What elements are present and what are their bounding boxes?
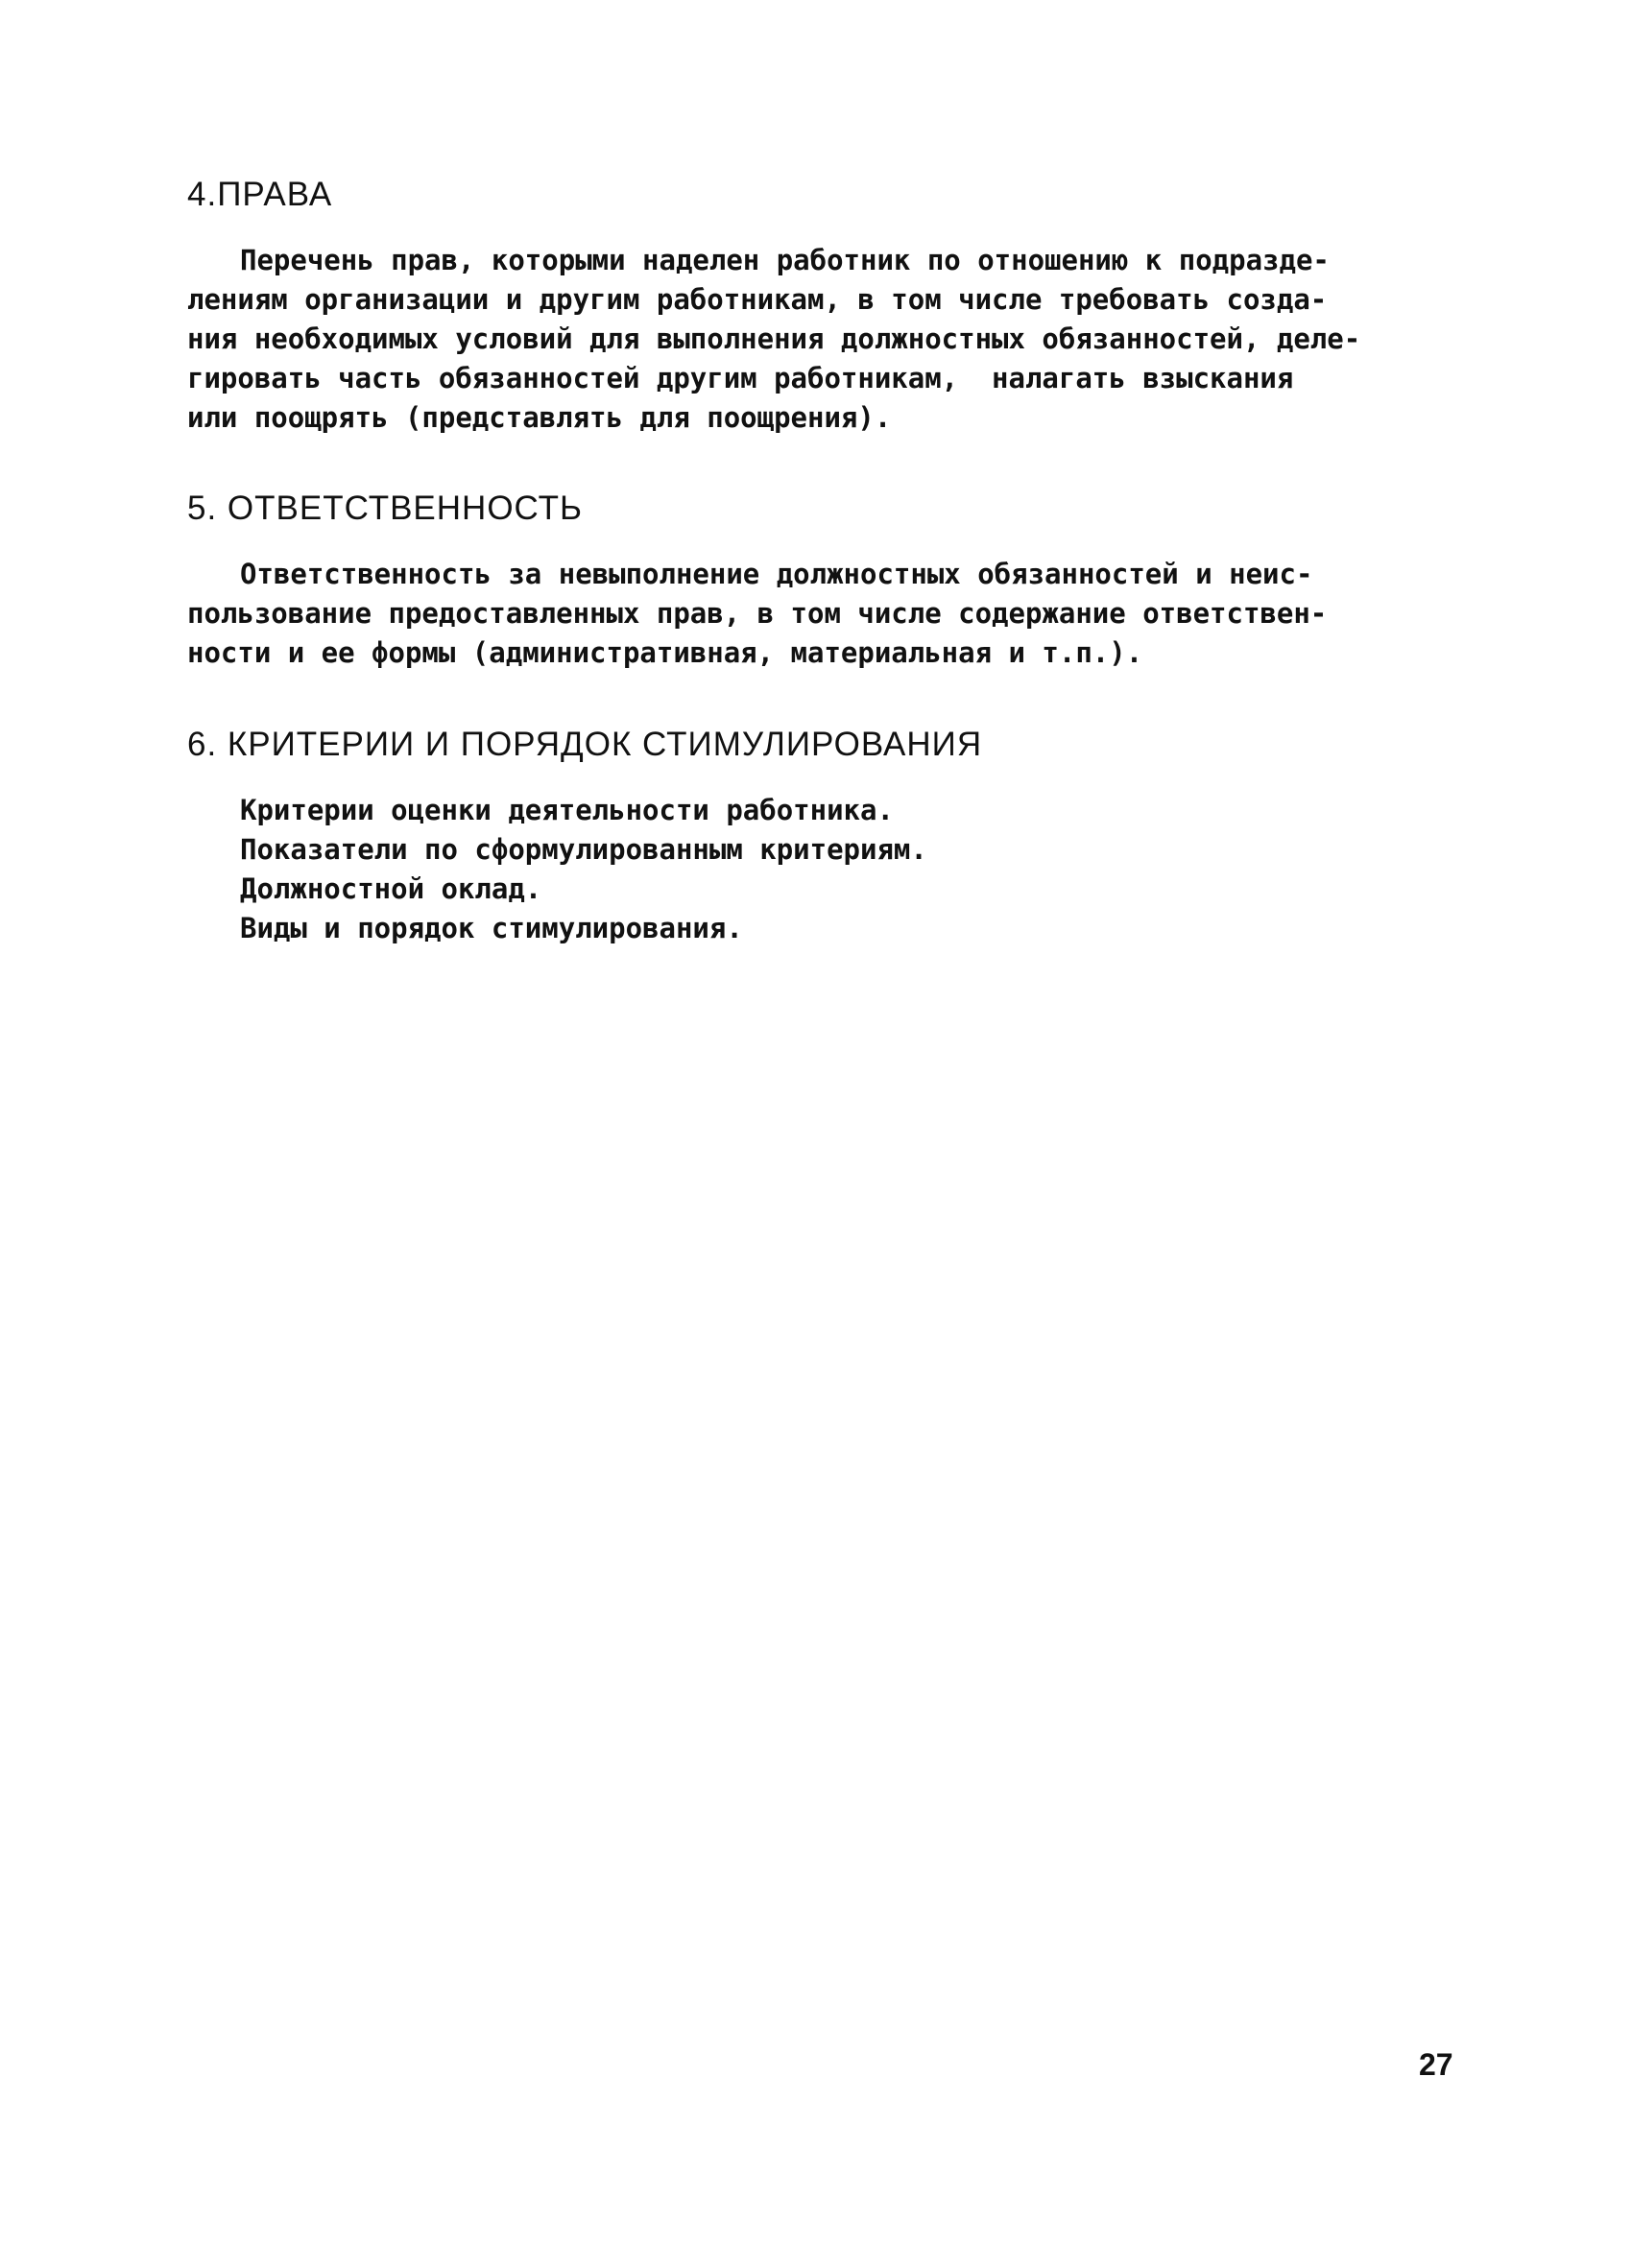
body-line: пользование предоставленных прав, в том числе содержание ответствен- [187, 597, 1328, 630]
section-heading-rights: 4.ПРАВА [187, 176, 333, 213]
body-line: гировать часть обязанностей другим работникам, налагать взыскания [187, 362, 1294, 394]
body-line: Перечень прав, которыми наделен работник по отношению к подразде- [240, 244, 1330, 276]
body-line: ния необходимых условий для выполнения должностных обязанностей, деле- [187, 322, 1361, 355]
body-line: Виды и порядок стимулирования. [240, 912, 743, 944]
section-heading-incentives: 6. КРИТЕРИИ И ПОРЯДОК СТИМУЛИРОВАНИЯ [187, 726, 983, 763]
body-line: лениям организации и другим работникам, в том числе требовать созда- [187, 283, 1328, 316]
body-line: Показатели по сформулированным критериям. [240, 833, 927, 866]
body-line: ности и ее формы (административная, материальная и т.п.). [187, 636, 1143, 669]
body-line: Должностной оклад. [240, 872, 542, 905]
section-heading-responsibility: 5. ОТВЕТСТВЕННОСТЬ [187, 489, 584, 527]
section-body-incentives [187, 791, 1493, 948]
section-body-responsibility [187, 555, 1493, 673]
section-rights [187, 176, 1493, 438]
page-number: 27 [1419, 2047, 1453, 2082]
body-line: или поощрять (представлять для поощрения). [187, 401, 892, 434]
body-line: Критерии оценки деятельности работника. [240, 794, 894, 826]
section-responsibility [187, 489, 1493, 673]
section-incentives [187, 726, 1493, 948]
body-line: Ответственность за невыполнение должностных обязанностей и неис- [240, 558, 1313, 590]
section-body-rights [187, 241, 1493, 438]
